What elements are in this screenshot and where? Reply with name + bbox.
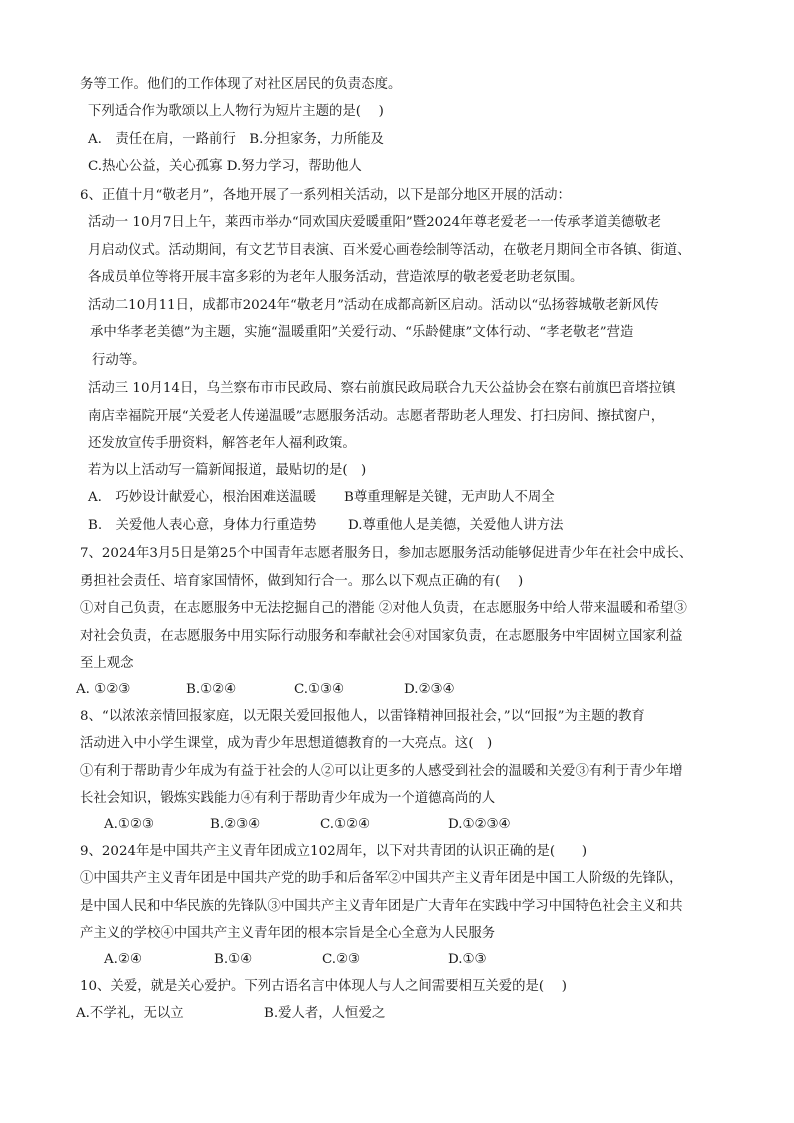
activity-3-line-3: 还发放宣传手册资料，解答老年人福利政策。 bbox=[88, 436, 356, 451]
activity-2-line-3: 行动等。 bbox=[92, 353, 146, 368]
question-9-line-3: 是中国人民和中华民族的先锋队③中国共产主义青年团是广大青年在实践中学习中国特色社会主义和共 bbox=[80, 899, 683, 914]
question-9-line-4: 产主义的学校④中国共产主义青年团的根本宗旨是全心全意为人民服务 bbox=[80, 926, 496, 941]
question-6-option-b: B尊重理解是关键，无声助人不周全 bbox=[344, 490, 555, 505]
question-7-line-5: 至上观念 bbox=[80, 656, 134, 671]
question-6-option-d: D.尊重他人是美德，关爱他人讲方法 bbox=[348, 518, 564, 533]
activity-1-line-3: 各成员单位等将开展丰富多彩的为老年人服务活动，营造浓厚的敬老爱老助老氛围。 bbox=[88, 270, 584, 285]
question-8-option-c: C.①②④ bbox=[320, 817, 371, 832]
activity-1-line-2: 月启动仪式。活动期间，有文艺节目表演、百米爱心画卷绘制等活动，在敬老月期间全市各镇、街道、 bbox=[88, 243, 691, 258]
question-7-line-1: 7、2024年3月5日是第25个中国青年志愿者服务日，参加志愿服务活动能够促进青少年在社会中成长、 bbox=[80, 546, 693, 561]
question-5-continuation: 务等工作。他们的工作体现了对社区居民的负责态度。 bbox=[80, 77, 402, 92]
question-5-options-row-1: A. 责任在肩，一路前行 B.分担家务，力所能及 bbox=[88, 132, 384, 147]
activity-2-line-1: 活动二10月11日，成都市2024年“敬老月”活动在成都高新区启动。活动以“弘扬蓉城敬老新风传 bbox=[88, 298, 659, 313]
question-7-line-4: 对社会负责，在志愿服务中用实际行动服务和奉献社会④对国家负责，在志愿服务中牢固树立国家利益 bbox=[80, 629, 683, 644]
question-10-option-b: B.爱人者，人恒爱之 bbox=[264, 1006, 386, 1021]
question-8-line-4: 长社会知识，锻炼实践能力④有利于帮助青少年成为一个道德高尚的人 bbox=[80, 791, 496, 806]
question-7-option-b: B.①②④ bbox=[186, 682, 237, 697]
question-6-stem: 6、正值十月“敬老月”，各地开展了一系列相关活动，以下是部分地区开展的活动： bbox=[80, 188, 571, 203]
question-8-line-2: 活动进入中小学生课堂，成为青少年思想道德教育的一大亮点。这( ) bbox=[80, 736, 493, 751]
question-8-option-b: B.②③④ bbox=[210, 817, 261, 832]
question-9-line-2: ①中国共产主义青年团是中国共产党的助手和后备军②中国共产主义青年团是中国工人阶级的先锋队， bbox=[80, 871, 683, 886]
question-6-option-c: B. 关爱他人表心意，身体力行重造势 bbox=[88, 518, 317, 533]
question-8-line-3: ①有利于帮助青少年成为有益于社会的人②可以让更多的人感受到社会的温暖和关爱③有利于青少年增 bbox=[80, 764, 683, 779]
question-9-option-c: C.②③ bbox=[322, 952, 361, 967]
question-9-option-d: D.①③ bbox=[448, 952, 487, 967]
activity-2-line-2: 承中华孝老美德”为主题，实施“温暖重阳”关爱行动、“乐龄健康”文体行动、“孝老敬老”营造 bbox=[90, 325, 634, 340]
question-7-option-d: D.②③④ bbox=[404, 682, 455, 697]
question-10-line-1: 10、关爱，就是关心爱护。下列古语名言中体现人与人之间需要相互关爱的是( ) bbox=[80, 979, 568, 994]
question-8-line-1: 8、“以浓浓亲情回报家庭，以无限关爱回报他人，以雷锋精神回报社会，”以“回报”为主题的教育 bbox=[80, 709, 645, 724]
question-7-option-a: A. ①②③ bbox=[76, 682, 131, 697]
question-9-option-b: B.①④ bbox=[214, 952, 253, 967]
activity-1-line-1: 活动一 10月7日上午，莱西市举办“同欢国庆爱暖重阳”暨2024年尊老爱老一一传承孝道美德敬老 bbox=[88, 215, 662, 230]
question-6-prompt: 若为以上活动写一篇新闻报道，最贴切的是( ) bbox=[88, 463, 367, 478]
question-8-option-d: D.①②③④ bbox=[448, 817, 511, 832]
question-10-option-a: A.不学礼，无以立 bbox=[76, 1006, 184, 1021]
question-7-line-2: 勇担社会责任、培育家国情怀，做到知行合一。那么以下观点正确的有( ) bbox=[80, 574, 524, 589]
question-9-option-a: A.②④ bbox=[104, 952, 142, 967]
question-5-options-row-2: C.热心公益，关心孤寡 D.努力学习，帮助他人 bbox=[88, 159, 362, 174]
question-7-option-c: C.①③④ bbox=[294, 682, 345, 697]
question-9-line-1: 9、2024年是中国共产主义青年团成立102周年，以下对共青团的认识正确的是( ) bbox=[80, 844, 588, 859]
question-8-option-a: A.①②③ bbox=[104, 817, 154, 832]
activity-3-line-1: 活动三 10月14日，乌兰察布市市民政局、察右前旗民政局联合九天公益协会在察右前旗巴音塔拉镇 bbox=[88, 381, 676, 396]
activity-3-line-2: 南店幸福院开展“关爱老人传递温暖”志愿服务活动。志愿者帮助老人理发、打扫房间、擦拭窗户， bbox=[88, 409, 665, 424]
question-7-line-3: ①对自己负责，在志愿服务中无法挖掘自己的潜能 ②对他人负责，在志愿服务中给人带来温暖和希望③ bbox=[80, 601, 687, 616]
question-6-option-a: A. 巧妙设计献爱心，根治困难送温暖 bbox=[88, 490, 317, 505]
question-5-prompt: 下列适合作为歌颂以上人物行为短片主题的是( ) bbox=[88, 104, 384, 119]
